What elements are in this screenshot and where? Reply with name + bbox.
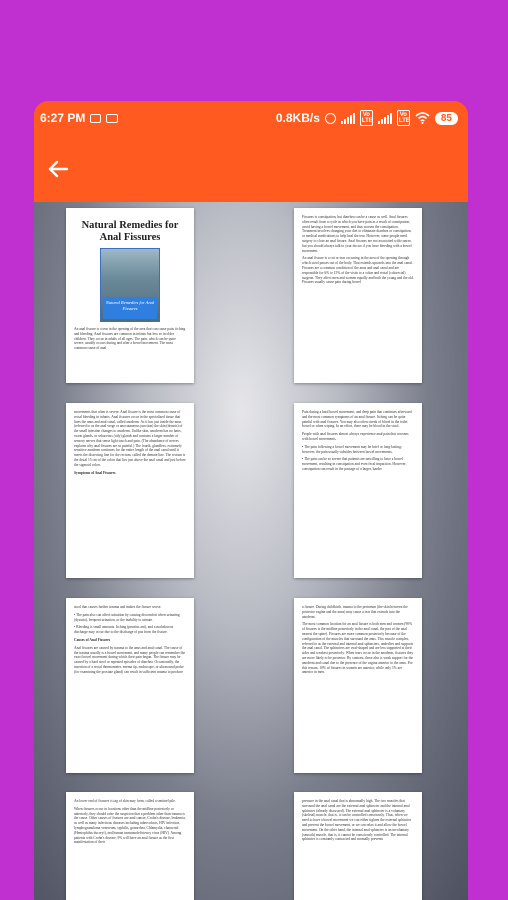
page-text: When fissures occur in locations other than the midline posteriorly or anteriorly, they should raise the suspicion that a problem other than trauma is the cause. Other causes of fissures are anal cancer, Crohn's disease, leukemia, as well as many infectious diseases including tuberculosis, HIV infection, lymphogranuloma venereum, syphilis, gonorrhea, Chlamydia, chancroid (Hemophilus ducreyi), and human immunodeficiency virus (HIV). Among patients with Crohn's disease, 9% will have an anal fissure as the first manifestation of their [74,806,186,845]
page-text: An lower end of fissures is tag of skin may form, called a sentinel pile. [74,799,176,803]
wifi-icon [415,112,430,124]
bullet-item: • Bleeding is small amounts. Itching (pruritus ani), and a malodorous discharge may occur due to the discharge of pus from the fissure. [74,625,174,635]
section-subtitle: Causes of Anal Fissures [74,637,111,642]
pdf-page-3[interactable] [66,403,194,578]
phone-screen [34,101,468,900]
bullet-item: • The pain following a bowel movement may be brief or long-lasting; however, the pain usually subsides between bowel movements. [302,444,402,454]
pdf-page-6[interactable] [294,598,422,773]
page-text: Pain during a hard bowel movement, and deep pain that continues afterward and the most common symptoms of an anal fissure. Itching can be quite painful with anal fissures. You may also often streak of blood in the toilet bowel or when wiping. In an effort, there may be blood in the stool. [302,410,412,429]
pdf-page-5[interactable] [66,598,194,773]
page-text: An anal fissure is a tear in the opening of the area that can cause pain, itching and bleeding. Anal fissures are common in infants but less so in older children. They occur in adults of all ages. The pain, which can be quite severe, usually occurs during and after a bowel movement. The most common cause of anal [74,327,186,351]
page-text: a fissure. During childbirth, trauma to the perineum (the skin between the posterior vagina and the anus) may cause a tear that extends into the anoderm. [302,605,408,619]
page-text: The most common location for an anal fissure is both men and women (90% of fissures is the midline posteriorly in the anal canal, the part of the anal nearest the spine). Fissures are more common posteriorly because of the configuration of the muscles that surround the anus. This muscle complex, referred to as the external and internal anal sphincters, underlies and supports the anal canal. The sphincters are oval-shaped and are less supported at their sides and weakest posteriorly. When tears occur in the anoderm, fissures they are more likely to be posterior. By contrast, there also is weak support for the anoderm and canal due to the presence of the vagina anterior to the anus. For this reason, 10% of fissures in women are anterior, while only 1% are anterior in men. [302,622,414,675]
page-text: movements that often is severe. Anal fissure is the most common cause of rectal bleeding in infants. Anal fissures occur in the specialized tissue that lines the anus and anal canal, called anoderm. As it has just inside the anus (referred to as the anal verge or anocutaneous junction) the skin (dermis) of the small intestine changes to anoderm. Unlike skin, anoderm has no hairs, sweat glands, or sebaceous (oily) glands and contains a larger number of sensory nerves that sense light touch and pain. (The abundance of nerves explains why anal fissures are so painful.) The fourth, glandless, extremely sensitive anoderm continues for the entire length of the anal canal until it meets the dissecting line for the rectum, called the dentate line. The rectum is the distal 15 cm of the colon that lies just above the anal canal and just before the sigmoid colon. [74,410,186,467]
screen-cast-icon [106,114,118,123]
volte-badge-1: Vo LTE [361,112,373,124]
pdf-page-8[interactable] [294,792,422,900]
page-title: Natural Remedies for Anal Fissures [81,220,179,243]
status-bar [34,101,468,135]
pdf-page-4[interactable] [294,403,422,578]
page-text: pressure in the anal canal that is abnormally high. The two muscles that surround the anal canal are the external anal sphincter and the internal anal sphincter (already discussed). The external anal sphincter is a voluntary (skeletal) muscle, that is, it can be controlled consciously. Thus, when we need to have a bowel movement we can either tighten the external sphincter and prevent the bowel movement, or we can relax it and allow the bowel movement. On the other hand, the internal anal sphincter is an involuntary (smooth) muscle, that is, it cannot be consciously controlled. The internal sphincter is constantly contracted and normally prevents [302,799,412,842]
status-time: 6:27 PM [40,111,86,125]
page-text: People with anal fissures almost always experience anal pain that worsens with bowel movements. [302,432,409,441]
section-subtitle: Symptoms of Anal Fissures [74,470,116,475]
pdf-viewer[interactable] [34,202,468,900]
pdf-page-7[interactable] [66,792,194,900]
back-button[interactable] [38,149,78,189]
cover-image [100,248,160,322]
signal-icon-1 [341,113,355,124]
page-text: An anal fissure is a cut or tear occurring in the area of the opening through which stool passes out of the body. That extends upwards into the anal canal. Fissures are a common condition of the anus and anal canal and are responsible for 6% to 15% of the visits to a colon and rectal (colorectal) surgeon. They affect men and women equally and both the young and the old. Fissures usually cause pain during bowel [302,256,414,285]
bullet-item: • The pain can be so severe that patients are unwilling to have a bowel movement, resulting in constipation and even fecal impaction. However, constipation can result in the passage of a larger, harder [302,457,407,471]
volte-badge-2: Vo LTE [398,112,410,124]
alarm-icon [325,113,336,124]
page-text: stool that causes further trauma and makes the fissure worse. [74,605,162,609]
pdf-page-1[interactable] [66,208,194,383]
pdf-page-2[interactable] [294,208,422,383]
cover-caption: Natural Remedies for Anal Fissures [103,297,157,319]
notification-icon [90,114,101,123]
signal-icon-2 [378,113,392,124]
bullet-item: • The pain also can affect urination by causing discomfort when urinating (dysuria), frequent urination, or the inability to urinate. [74,612,180,622]
arrow-left-icon [47,160,69,178]
net-speed: 0.8KB/s [275,111,320,125]
page-text: Fissures is constipation, but diarrhea can be a cause as well. Anal fissures often result from a cycle in which you have pain as a result of constipation, avoid having a bowel movement, and thus worsen the constipation. Treatment involves changing your diet to eliminate diarrhea or constipation, or medical medications to help heal the tear. However, some people need surgery to close an anal fissure. Anal fissures are not associated with cancer, but you should always talk to your doctor if you have bleeding with a bowel movement. [302,215,412,253]
page-text: Anal fissures are caused by trauma to the anus and anal canal. The cause of the trauma usually is a bowel movement, and many people can remember the exact bowel movement during which their pain began. The fissure may be caused by a hard stool or repeated episodes of diarrhea. Occasionally, the insertion of a rectal thermometer, enema tip, endoscope, or ultrasound probe (for examining the prostate gland) can result in sufficient trauma to produce [74,645,186,674]
battery-indicator: 85 [435,112,458,125]
app-toolbar [34,135,468,202]
